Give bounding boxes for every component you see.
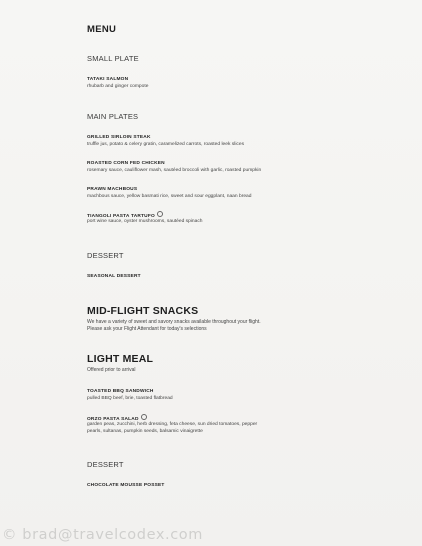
item-name-corn-fed-chicken: ROASTED CORN FED CHICKEN (87, 161, 165, 166)
item-desc-sirloin-steak: truffle jus, potato & celery gratin, caramelized carrots, roasted leek slices (87, 142, 245, 147)
watermark-text: © brad@travelcodex.com (2, 527, 203, 543)
menu-title: MENU (87, 24, 117, 35)
item-name-sirloin-steak: GRILLED SIRLOIN STEAK (87, 135, 151, 140)
item-desc-prawn-machbous: machbous sauce, yellow basmati rice, sweet and sour eggplant, naan bread (87, 194, 252, 199)
section-heading-mid-flight-snacks: MID-FLIGHT SNACKS (87, 305, 199, 317)
mid-flight-line-1: We have a variety of sweet and savory snacks available throughout your flight. (87, 319, 261, 325)
item-desc-tiangoli-pasta: port wine sauce, oyster mushrooms, sautéed spinach (87, 219, 203, 224)
vegetarian-symbol-icon (157, 211, 163, 217)
section-heading-small-plate: SMALL PLATE (87, 54, 139, 63)
vegetarian-symbol-icon (141, 414, 147, 420)
item-name-prawn-machbous: PRAWN MACHBOUS (87, 187, 138, 192)
mid-flight-line-2: Please ask your Flight Attendant for today's selections (87, 326, 207, 332)
section-heading-dessert-1: DESSERT (87, 251, 124, 260)
section-heading-main-plates: MAIN PLATES (87, 112, 139, 121)
item-name-bbq-sandwich: TOASTED BBQ SANDWICH (87, 389, 154, 394)
item-desc-orzo-line-1: garden peas, zucchini, herb dressing, feta cheese, sun dried tomatoes, pepper (87, 422, 258, 427)
item-name-orzo-pasta-salad-text: ORZO PASTA SALAD (87, 417, 139, 422)
section-heading-light-meal: LIGHT MEAL (87, 353, 154, 365)
item-name-chocolate-mousse-posset: CHOCOLATE MOUSSE POSSET (87, 483, 165, 488)
light-meal-subtitle: Offered prior to arrival (87, 367, 136, 373)
item-desc-bbq-sandwich: pulled BBQ beef, brie, toasted flatbread (87, 396, 173, 401)
item-desc-orzo-line-2: pearls, sultanas, pumpkin seeds, balsamic vinaigrette (87, 429, 203, 434)
item-desc-tataki-salmon: rhubarb and ginger compote (87, 84, 149, 89)
item-desc-corn-fed-chicken: rosemary sauce, cauliflower mash, sautéed broccoli with garlic, roasted pumpkin (87, 168, 262, 173)
item-name-tiangoli-pasta-text: TIANGOLI PASTA TARTUFO (87, 214, 155, 219)
item-name-tataki-salmon: TATAKI SALMON (87, 77, 129, 82)
item-name-seasonal-dessert: SEASONAL DESSERT (87, 274, 141, 279)
section-heading-dessert-2: DESSERT (87, 460, 124, 469)
